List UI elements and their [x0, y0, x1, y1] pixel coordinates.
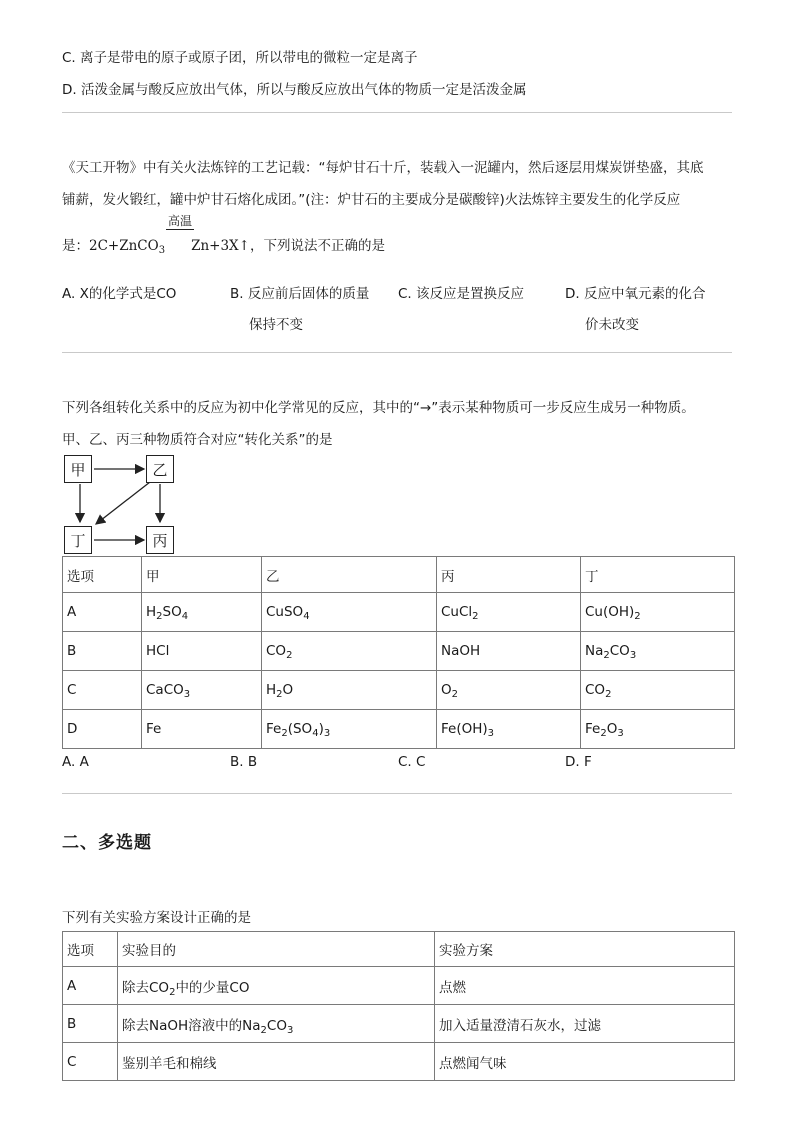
- equation-left: 2C+ZnCO: [89, 238, 159, 254]
- divider: [62, 352, 732, 353]
- table-cell: $CO_2$: [262, 632, 437, 671]
- zinc-option-b-cont: 保持不变: [249, 317, 303, 333]
- table-cell: B: [63, 1005, 118, 1043]
- node-bing: 丙: [146, 526, 174, 554]
- table-row: [63, 710, 735, 749]
- zinc-option-b: B. 反应前后固体的质量: [230, 286, 370, 302]
- table-cell: 除去$CO_2$中的少量CO: [118, 967, 435, 1005]
- table-cell: A: [63, 967, 118, 1005]
- table-cell: 加入适量澄清石灰水，过滤: [435, 1005, 735, 1043]
- condition-bar: [166, 229, 194, 230]
- zinc-option-d: D. 反应中氧元素的化合: [565, 286, 706, 302]
- node-yi: 乙: [146, 455, 174, 483]
- table-row: [63, 1043, 735, 1081]
- table-cell: 除去NaOH溶液中的$Na_2CO_3$: [118, 1005, 435, 1043]
- option-d-prev: D. 活泼金属与酸反应放出气体，所以与酸反应放出气体的物质一定是活泼金属: [62, 82, 527, 98]
- zinc-option-a: A. X的化学式是CO: [62, 286, 177, 302]
- table-cell: 点燃闻气味: [435, 1043, 735, 1081]
- table-header-cell: 乙: [262, 557, 437, 593]
- table-header-cell: 实验方案: [435, 932, 735, 967]
- table-row: [63, 671, 735, 710]
- section-title: 二、多选题: [62, 833, 152, 853]
- table-cell: C: [63, 671, 142, 710]
- transform-option-d: D. F: [565, 754, 592, 770]
- transform-option-b: B. B: [230, 754, 258, 770]
- table-cell: 鉴别羊毛和棉线: [118, 1043, 435, 1081]
- table-cell: HCl: [142, 632, 262, 671]
- table-header-cell: 丁: [581, 557, 735, 593]
- zinc-option-c: C. 该反应是置换反应: [398, 286, 525, 302]
- table-cell: B: [63, 632, 142, 671]
- table-cell: $H_2O$: [262, 671, 437, 710]
- zinc-question-line1: 《天工开物》中有关火法炼锌的工艺记载：“每炉甘石十斤，装载入一泥罐内，然后逐层用煤炭饼垫盛，其底: [62, 160, 704, 176]
- table-row: [63, 967, 735, 1005]
- divider: [62, 112, 732, 113]
- experiment-question-stem: 下列有关实验方案设计正确的是: [62, 910, 251, 926]
- table-cell: $Fe(OH)_3$: [437, 710, 581, 749]
- transform-question-line2: 甲、乙、丙三种物质符合对应“转化关系”的是: [62, 432, 333, 448]
- table-cell: $Na_2CO_3$: [581, 632, 735, 671]
- transform-question-line1: 下列各组转化关系中的反应为初中化学常见的反应，其中的“→”表示某种物质可一步反应生成另一种物质。: [62, 400, 695, 416]
- zinc-question-line3: 是：2C+ZnCO$_3$ Zn+3X↑，下列说法不正确的是: [62, 238, 385, 256]
- table-cell: $Fe_2(SO_4)_3$: [262, 710, 437, 749]
- table-cell: CuCl$_2$: [437, 593, 581, 632]
- experiment-table: [62, 931, 735, 1081]
- table-cell: CuSO$_4$: [262, 593, 437, 632]
- table-header-cell: 选项: [63, 932, 118, 967]
- divider: [62, 793, 732, 794]
- table-cell: CaCO$_3$: [142, 671, 262, 710]
- table-cell: $O_2$: [437, 671, 581, 710]
- zinc-question-line2: 铺薪，发火锻红，罐中炉甘石熔化成团。”(注：炉甘石的主要成分是碳酸锌)火法炼锌主要发生的化学反应: [62, 192, 681, 208]
- transform-option-a: A. A: [62, 754, 89, 770]
- table-cell: C: [63, 1043, 118, 1081]
- table-header-row: [63, 557, 735, 593]
- equation-right: Zn+3X↑: [191, 238, 250, 254]
- table-cell: $Cu(OH)_2$: [581, 593, 735, 632]
- table-cell: NaOH: [437, 632, 581, 671]
- node-jia: 甲: [64, 455, 92, 483]
- table-cell: A: [63, 593, 142, 632]
- transformation-table: [62, 556, 735, 749]
- table-cell: $CO_2$: [581, 671, 735, 710]
- table-cell: $H_2SO_4$: [142, 593, 262, 632]
- table-row: [63, 593, 735, 632]
- table-cell: D: [63, 710, 142, 749]
- table-cell: Fe: [142, 710, 262, 749]
- zinc-option-d-cont: 价未改变: [585, 317, 639, 333]
- reaction-condition: 高温: [168, 214, 193, 228]
- table-cell: $Fe_2O_3$: [581, 710, 735, 749]
- table-header-row: [63, 932, 735, 967]
- table-header-cell: 选项: [63, 557, 142, 593]
- table-row: [63, 1005, 735, 1043]
- table-row: [63, 632, 735, 671]
- table-cell: 点燃: [435, 967, 735, 1005]
- option-c-prev: C. 离子是带电的原子或原子团，所以带电的微粒一定是离子: [62, 50, 418, 66]
- table-header-cell: 丙: [437, 557, 581, 593]
- table-header-cell: 甲: [142, 557, 262, 593]
- arrow-yi-ding: [96, 482, 150, 524]
- transform-option-c: C. C: [398, 754, 426, 770]
- table-header-cell: 实验目的: [118, 932, 435, 967]
- node-ding: 丁: [64, 526, 92, 554]
